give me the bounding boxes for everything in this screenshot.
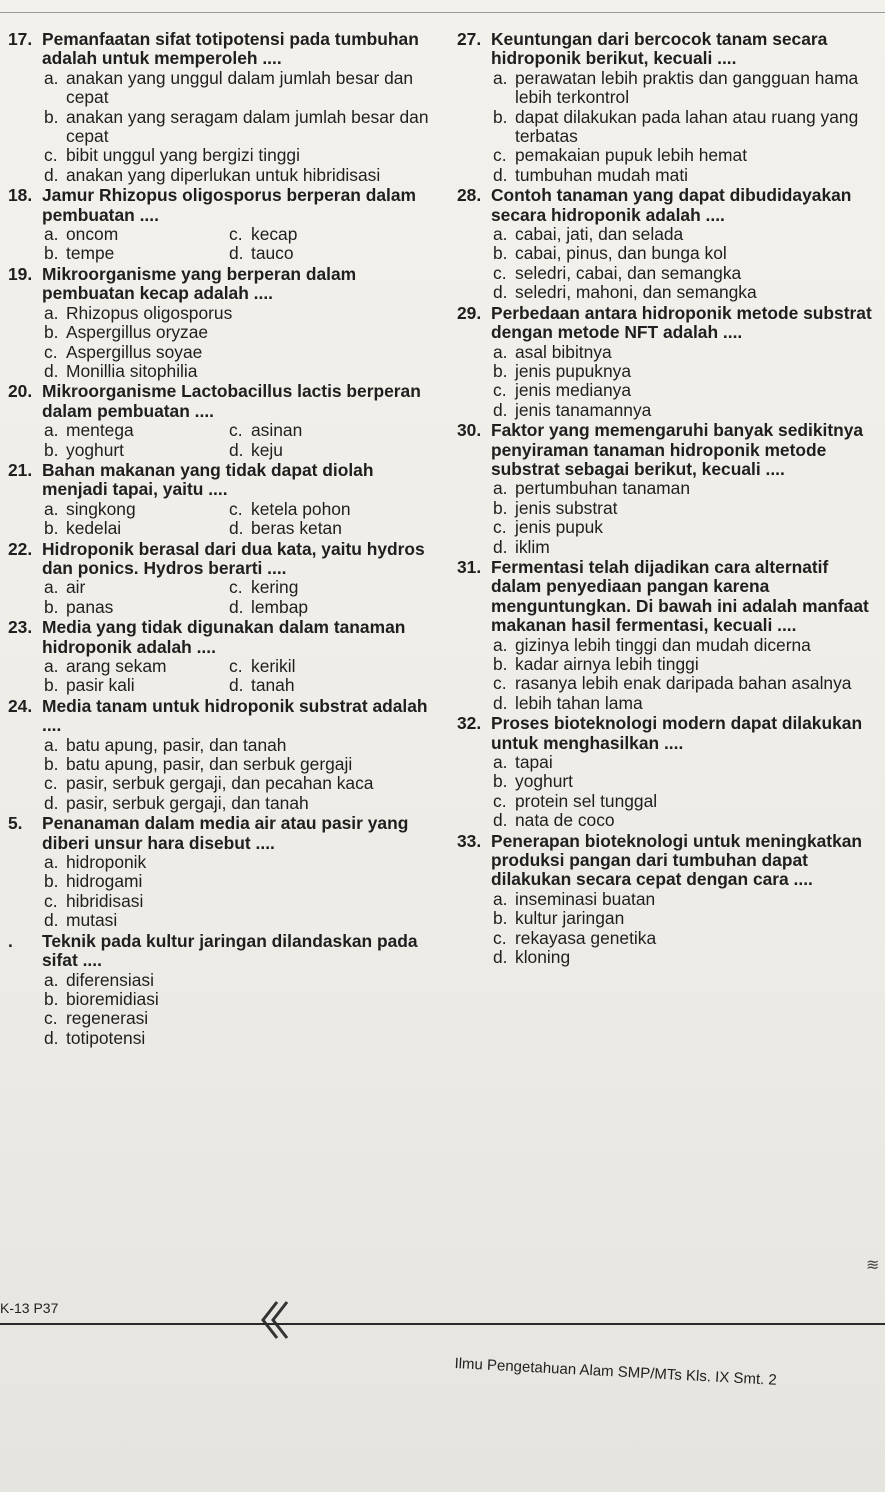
option-c: c. protein sel tunggal <box>493 790 658 811</box>
question-stem: Perbedaan antara hidroponik metode substrat dengan metode NFT adalah .... <box>491 302 872 343</box>
option-d: d. seledri, mahoni, dan semangka <box>493 282 757 303</box>
option-b: b. hidrogami <box>44 871 143 892</box>
option-a: a. inseminasi buatan <box>493 888 656 909</box>
question-17 <box>8 30 438 185</box>
option-a: a. hidroponik <box>44 852 147 873</box>
double-chevron-icon <box>255 1300 315 1340</box>
option-b: b. kadar airnya lebih tinggi <box>493 654 699 674</box>
option-d: d. keju <box>229 439 283 460</box>
option-a: a. mentega <box>44 420 134 441</box>
question-stem: Proses bioteknologi modern dapat dilakukan untuk menghasilkan .... <box>491 713 863 753</box>
option-b: b. kultur jaringan <box>493 908 625 929</box>
question-19 <box>8 265 438 381</box>
question-number: 31. <box>457 556 482 577</box>
question-number: 33. <box>457 830 482 851</box>
option-b: b. yoghurt <box>493 771 574 792</box>
question-stem: Penerapan bioteknologi untuk meningkatkan produksi pangan dari tumbuhan dapat dilakukan secara cepat dengan cara .... <box>491 830 863 890</box>
question-25 <box>8 814 438 930</box>
option-c: c. ketela pohon <box>229 498 351 519</box>
option-c: c. seledri, cabai, dan semangka <box>493 262 742 283</box>
option-b: b. yoghurt <box>44 439 125 460</box>
option-a: a. oncom <box>44 224 119 245</box>
option-d: d. nata de coco <box>493 810 615 831</box>
question-number: . <box>8 930 13 951</box>
option-d: d. lembap <box>229 596 309 617</box>
question-stem: Bahan makanan yang tidak dapat diolah menjadi tapai, yaitu .... <box>42 459 374 500</box>
option-b: b. jenis pupuknya <box>493 360 632 381</box>
question-28 <box>457 186 877 302</box>
option-c: c. rasanya lebih enak daripada bahan asalnya <box>493 673 852 694</box>
question-21 <box>8 461 438 539</box>
question-stem: Media yang tidak digunakan dalam tanaman hidroponik adalah .... <box>42 617 406 657</box>
option-c: c. hibridisasi <box>44 890 144 911</box>
question-20 <box>8 382 438 460</box>
option-b: b. pasir kali <box>44 675 135 696</box>
question-number: 17. <box>8 29 33 49</box>
footer-rule <box>0 1323 885 1325</box>
option-a: a. arang sekam <box>44 656 167 676</box>
option-b: b. cabai, pinus, dan bunga kol <box>493 243 727 264</box>
option-d: d. tauco <box>229 243 294 264</box>
book-title: Ilmu Pengetahuan Alam SMP/MTs Kls. IX Smt. 2 <box>454 1355 778 1389</box>
question-stem: Contoh tanaman yang dapat dibudidayakan secara hidroponik adalah .... <box>491 185 852 225</box>
option-a: a. singkong <box>44 498 136 519</box>
option-c: c. kecap <box>229 224 298 245</box>
decorative-wave-icon: ≋ <box>866 1257 880 1274</box>
question-23 <box>8 618 438 696</box>
option-b: b. anakan yang seragam dalam jumlah besar dan cepat <box>44 106 429 147</box>
option-a: a. perawatan lebih praktis dan gangguan hama lebih terkontrol <box>493 67 859 108</box>
question-stem: Media tanam untuk hidroponik substrat adalah .... <box>42 695 428 736</box>
question-33 <box>457 832 877 968</box>
option-a: a. air <box>44 577 86 598</box>
question-stem: Keuntungan dari bercocok tanam secara hidroponik berikut, kecuali .... <box>491 29 828 69</box>
question-stem: Pemanfaatan sifat totipotensi pada tumbuhan adalah untuk memperoleh .... <box>42 29 419 69</box>
option-a: a. pertumbuhan tanaman <box>493 478 690 499</box>
option-c: c. asinan <box>229 420 303 441</box>
option-d: d. anakan yang diperlukan untuk hibridisasi <box>44 164 381 185</box>
option-c: c. jenis medianya <box>493 380 632 401</box>
option-b: b. kedelai <box>44 518 122 539</box>
option-a: a. batu apung, pasir, dan tanah <box>44 734 287 755</box>
question-stem: Penanaman dalam media air atau pasir yang diberi unsur hara disebut .... <box>42 813 409 853</box>
option-d: d. tanah <box>229 675 295 696</box>
question-number: 20. <box>8 381 33 402</box>
option-d: d. mutasi <box>44 910 118 931</box>
question-30 <box>457 421 877 557</box>
option-a: a. asal bibitnya <box>493 341 612 362</box>
question-27 <box>457 30 877 185</box>
question-stem: Fermentasi telah dijadikan cara alternatif dalam penyediaan pangan karena menguntungkan. Di bawah ini adalah manfaat makanan hasil fermentasi, kecuali .... <box>491 556 869 636</box>
question-number: 22. <box>8 538 33 559</box>
question-26 <box>8 932 438 1048</box>
question-stem: Mikroorganisme Lactobacillus lactis berperan dalam pembuatan .... <box>42 381 421 421</box>
question-number: 5. <box>8 813 23 834</box>
option-d: d. beras ketan <box>229 518 342 539</box>
question-number: 21. <box>8 459 33 480</box>
option-c: c. kerikil <box>229 656 296 676</box>
question-18 <box>8 186 438 264</box>
option-b: b. dapat dilakukan pada lahan atau ruang yang terbatas <box>493 106 859 147</box>
option-a: a. cabai, jati, dan selada <box>493 224 684 245</box>
option-a: a. anakan yang unggul dalam jumlah besar dan cepat <box>44 67 414 108</box>
question-number: 28. <box>457 185 482 206</box>
question-number: 19. <box>8 263 33 284</box>
question-stem: Hidroponik berasal dari dua kata, yaitu hydros dan ponics. Hydros berarti .... <box>42 538 425 578</box>
option-d: d. jenis tanamannya <box>493 399 652 420</box>
option-d: d. iklim <box>493 536 550 557</box>
page-code: K-13 P37 <box>0 1300 59 1316</box>
right-column <box>457 30 877 969</box>
question-32 <box>457 714 877 830</box>
question-number: 30. <box>457 420 482 441</box>
left-column <box>8 30 438 1049</box>
option-c: c. pasir, serbuk gergaji, dan pecahan kaca <box>44 773 374 794</box>
option-d: d. Monillia sitophilia <box>44 360 198 381</box>
question-22 <box>8 540 438 618</box>
option-b: b. batu apung, pasir, dan serbuk gergaji <box>44 754 353 775</box>
option-c: c. jenis pupuk <box>493 517 603 538</box>
question-number: 29. <box>457 302 482 323</box>
question-stem: Faktor yang memengaruhi banyak sedikitnya penyiraman tanaman hidroponik metode substrat sebagai berikut, kecuali .... <box>491 420 864 479</box>
option-d: d. lebih tahan lama <box>493 692 643 713</box>
question-number: 32. <box>457 713 482 734</box>
option-d: d. tumbuhan mudah mati <box>493 164 689 185</box>
option-b: b. jenis substrat <box>493 497 618 518</box>
option-a: a. gizinya lebih tinggi dan mudah dicerna <box>493 634 811 655</box>
top-border <box>0 12 885 13</box>
option-c: c. rekayasa genetika <box>493 927 657 948</box>
question-number: 18. <box>8 185 33 206</box>
question-number: 24. <box>8 695 33 716</box>
option-d: d. totipotensi <box>44 1027 146 1048</box>
question-stem: Mikroorganisme yang berperan dalam pembuatan kecap adalah .... <box>42 263 357 304</box>
option-c: c. pemakaian pupuk lebih hemat <box>493 145 748 166</box>
option-d: d. kloning <box>493 947 571 968</box>
option-c: c. Aspergillus soyae <box>44 341 203 362</box>
option-a: a. tapai <box>493 752 553 773</box>
option-a: a. Rhizopus oligosporus <box>44 302 233 323</box>
option-a: a. diferensiasi <box>44 969 154 990</box>
option-b: b. bioremidiasi <box>44 988 159 1009</box>
question-29 <box>457 304 877 420</box>
question-number: 27. <box>457 29 482 49</box>
option-b: b. tempe <box>44 243 115 264</box>
option-b: b. Aspergillus oryzae <box>44 322 209 343</box>
option-c: c. kering <box>229 577 299 598</box>
question-31 <box>457 558 877 713</box>
question-stem: Teknik pada kultur jaringan dilandaskan pada sifat .... <box>42 930 418 971</box>
option-c: c. regenerasi <box>44 1008 149 1029</box>
question-stem: Jamur Rhizopus oligosporus berperan dalam pembuatan .... <box>42 185 416 225</box>
option-c: c. bibit unggul yang bergizi tinggi <box>44 145 300 166</box>
question-number: 23. <box>8 617 33 638</box>
option-b: b. panas <box>44 596 114 617</box>
question-24 <box>8 697 438 813</box>
option-d: d. pasir, serbuk gergaji, dan tanah <box>44 792 309 813</box>
